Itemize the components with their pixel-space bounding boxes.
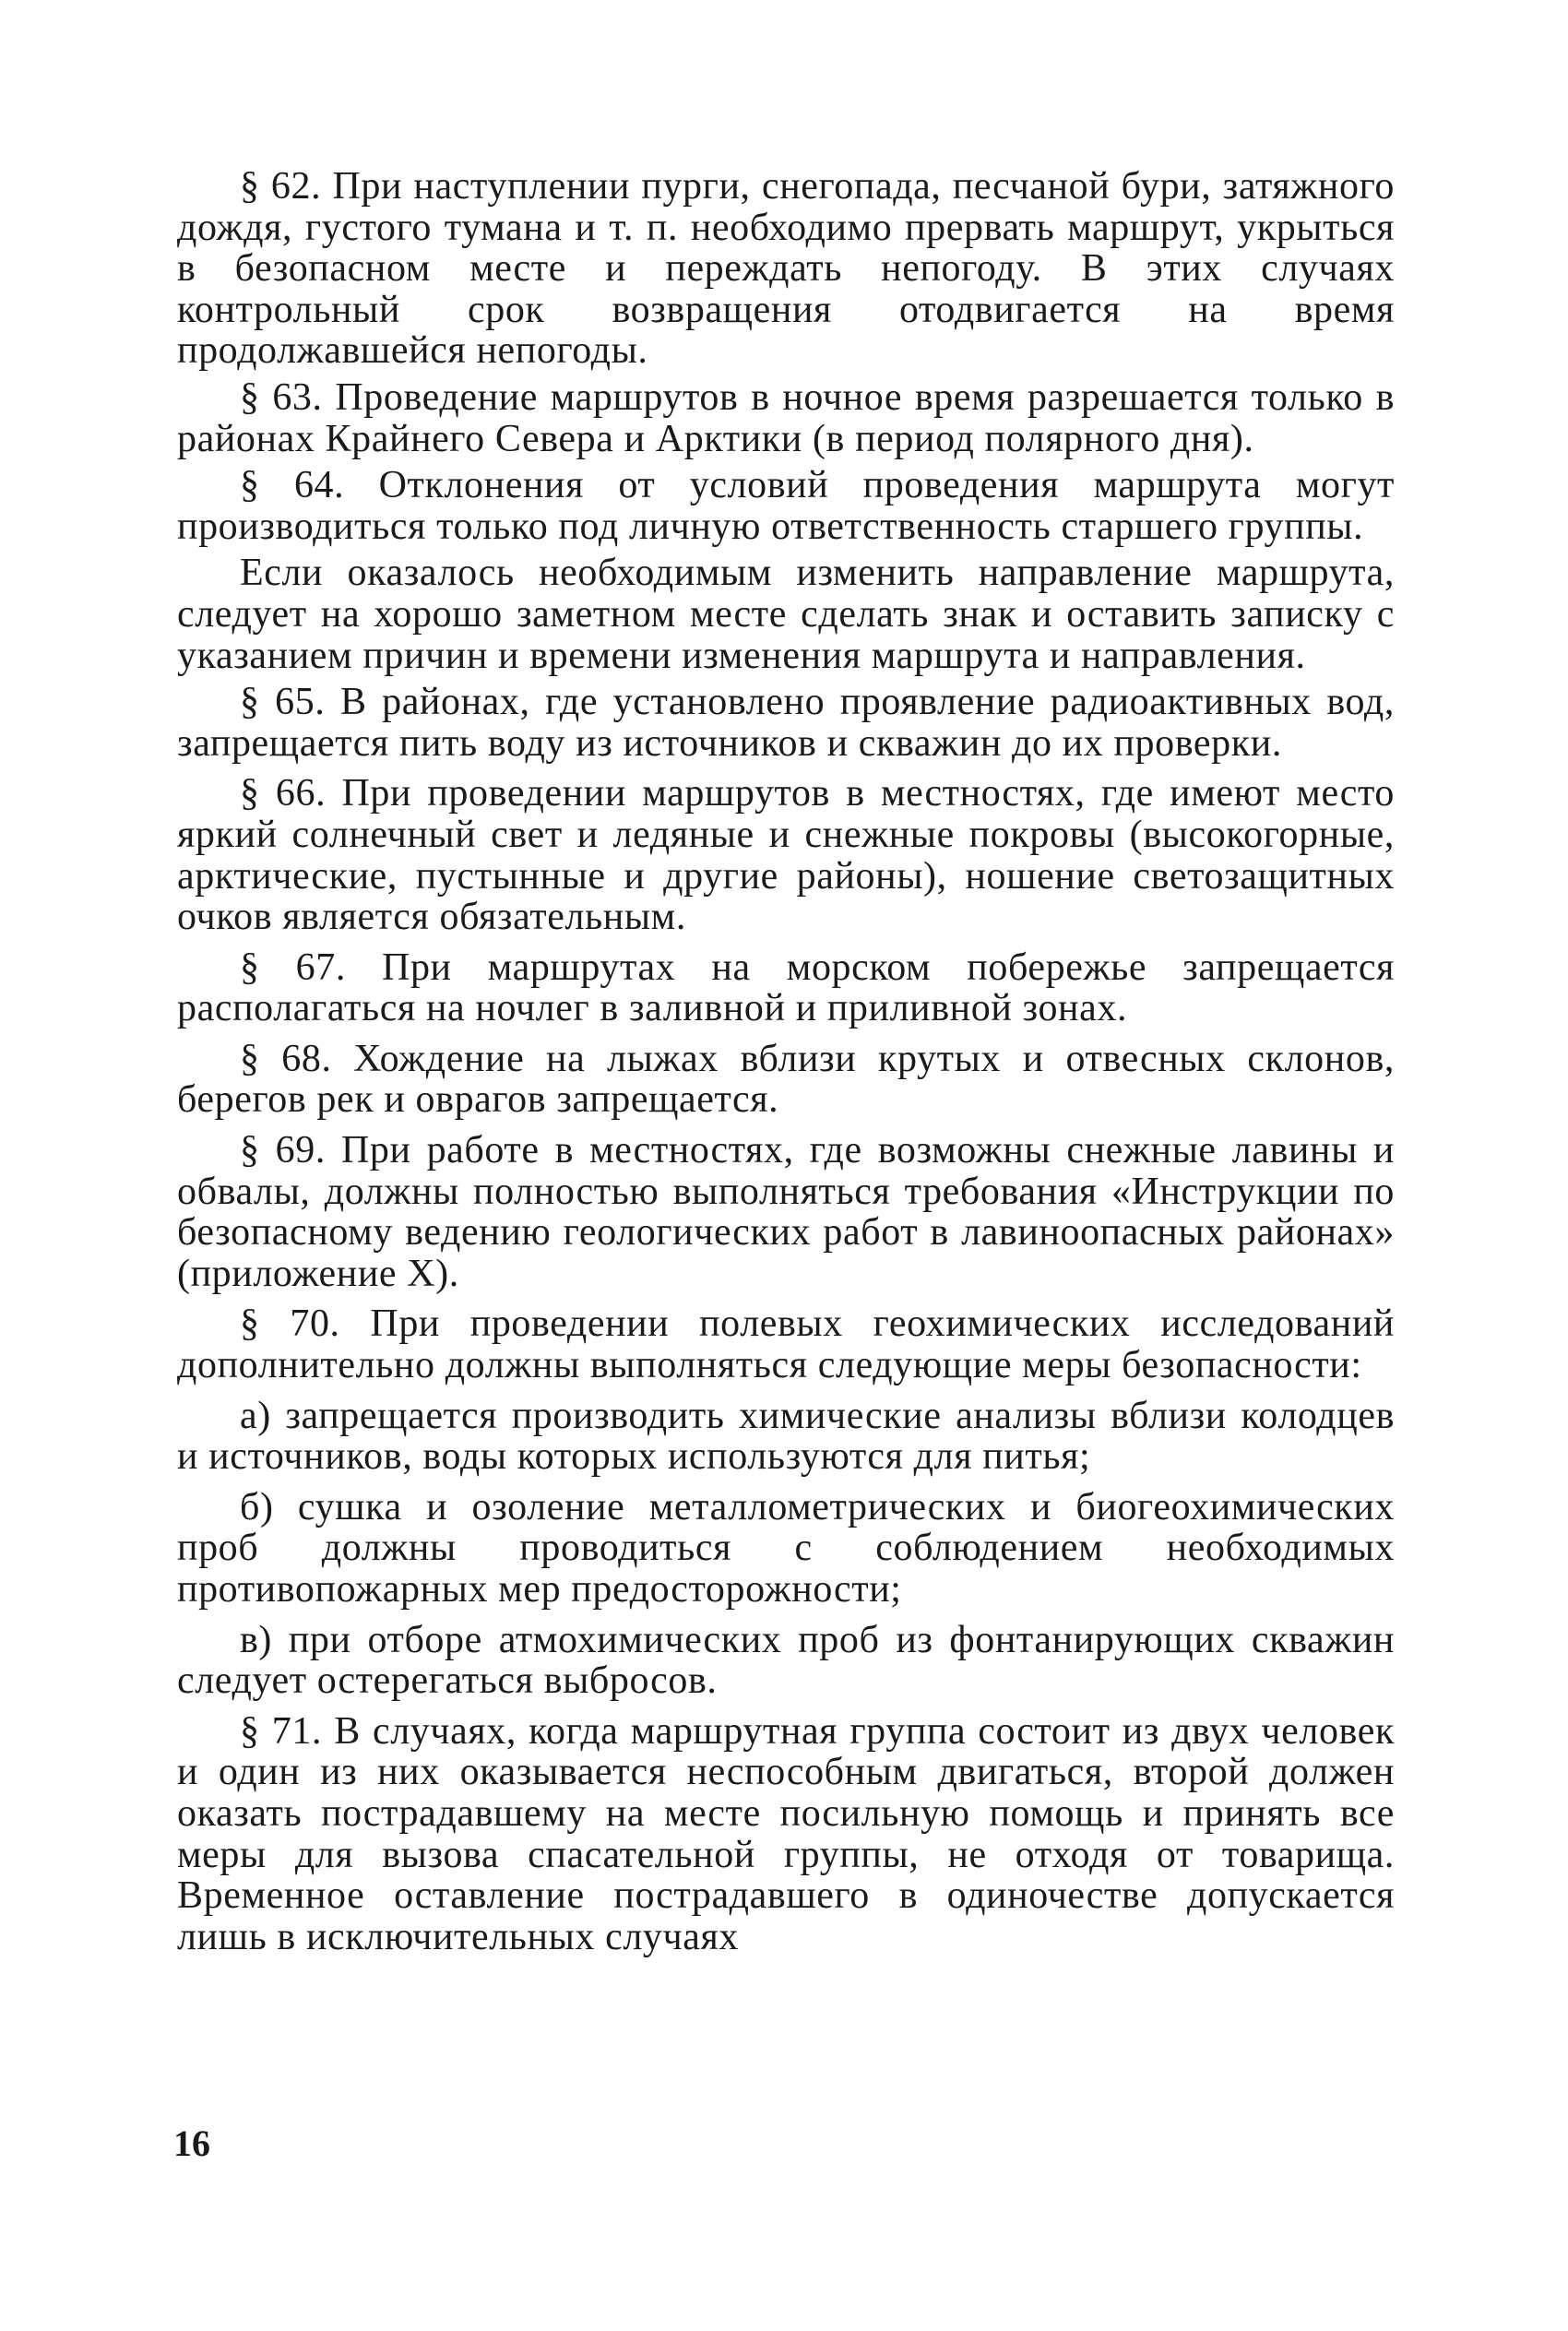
paragraph-63: § 63. Проведение маршрутов в ночное время разрешается только в районах Крайнего Севера и Арктики (в период полярного дня). <box>177 375 1395 460</box>
paragraph-64: § 64. Отклонения от условий проведения маршрута могут производиться только под личную ответственность старшего группы. <box>177 464 1395 548</box>
paragraph-68: § 68. Хождение на лыжах вблизи крутых и отвесных склонов, берегов рек и оврагов запрещается. <box>177 1037 1395 1122</box>
list-item-c: в) при отборе атмохимических проб из фонтанирующих скважин следует остерегаться выбросов. <box>177 1618 1395 1703</box>
paragraph-70: § 70. При проведении полевых геохимических исследований дополнительно должны выполняться следующие меры безопасности: <box>177 1302 1395 1387</box>
paragraph-65: § 65. В районах, где установлено проявление радиоактивных вод, запрещается пить воду из источников и скважин до их проверки. <box>177 681 1395 765</box>
page-number: 16 <box>173 2123 210 2164</box>
paragraph-67: § 67. При маршрутах на морском побережье запрещается располагаться на ночлег в заливной и приливной зонах. <box>177 945 1395 1030</box>
paragraph-71: § 71. В случаях, когда маршрутная группа состоит из двух человек и один из них оказывается неспособным двигаться, второй должен оказать пострадавшему на месте посильную помощь и принять все меры для вызова спасательной группы, не отходя от товарища. Временное оставление пострадавшего в одиночестве допускается лишь в исключительных случаях <box>177 1709 1395 1958</box>
paragraph-62: § 62. При наступлении пурги, снегопада, песчаной бури, затяжного дождя, густого тумана и т. п. необходимо прервать маршрут, укрыться в безопасном месте и переждать непогоду. В этих случаях контрольный срок возвращения отодвигается на время продолжавшейся непогоды. <box>177 165 1395 373</box>
paragraph-66: § 66. При проведении маршрутов в местностях, где имеют место яркий солнечный свет и ледяные и снежные покровы (высокогорные, арктические, пустынные и другие районы), ношение светозащитных очков является обязательным. <box>177 772 1395 939</box>
paragraph-69: § 69. При работе в местностях, где возможны снежные лавины и обвалы, должны полностью выполняться требования «Инструкции по безопасному ведению геологических работ в лавиноопасных районах» (приложение X). <box>177 1129 1395 1295</box>
page-body <box>177 166 1395 2214</box>
paragraph-64-continued: Если оказалось необходимым изменить направление маршрута, следует на хорошо заметном месте сделать знак и оставить записку с указанием причин и времени изменения маршрута и направления. <box>177 552 1395 677</box>
list-item-b: б) сушка и озоление металлометрических и биогеохимических проб должны проводиться с соблюдением необходимых противопожарных мер предосторожности; <box>177 1485 1395 1611</box>
list-item-a: а) запрещается производить химические анализы вблизи колодцев и источников, воды которых используются для питья; <box>177 1394 1395 1479</box>
